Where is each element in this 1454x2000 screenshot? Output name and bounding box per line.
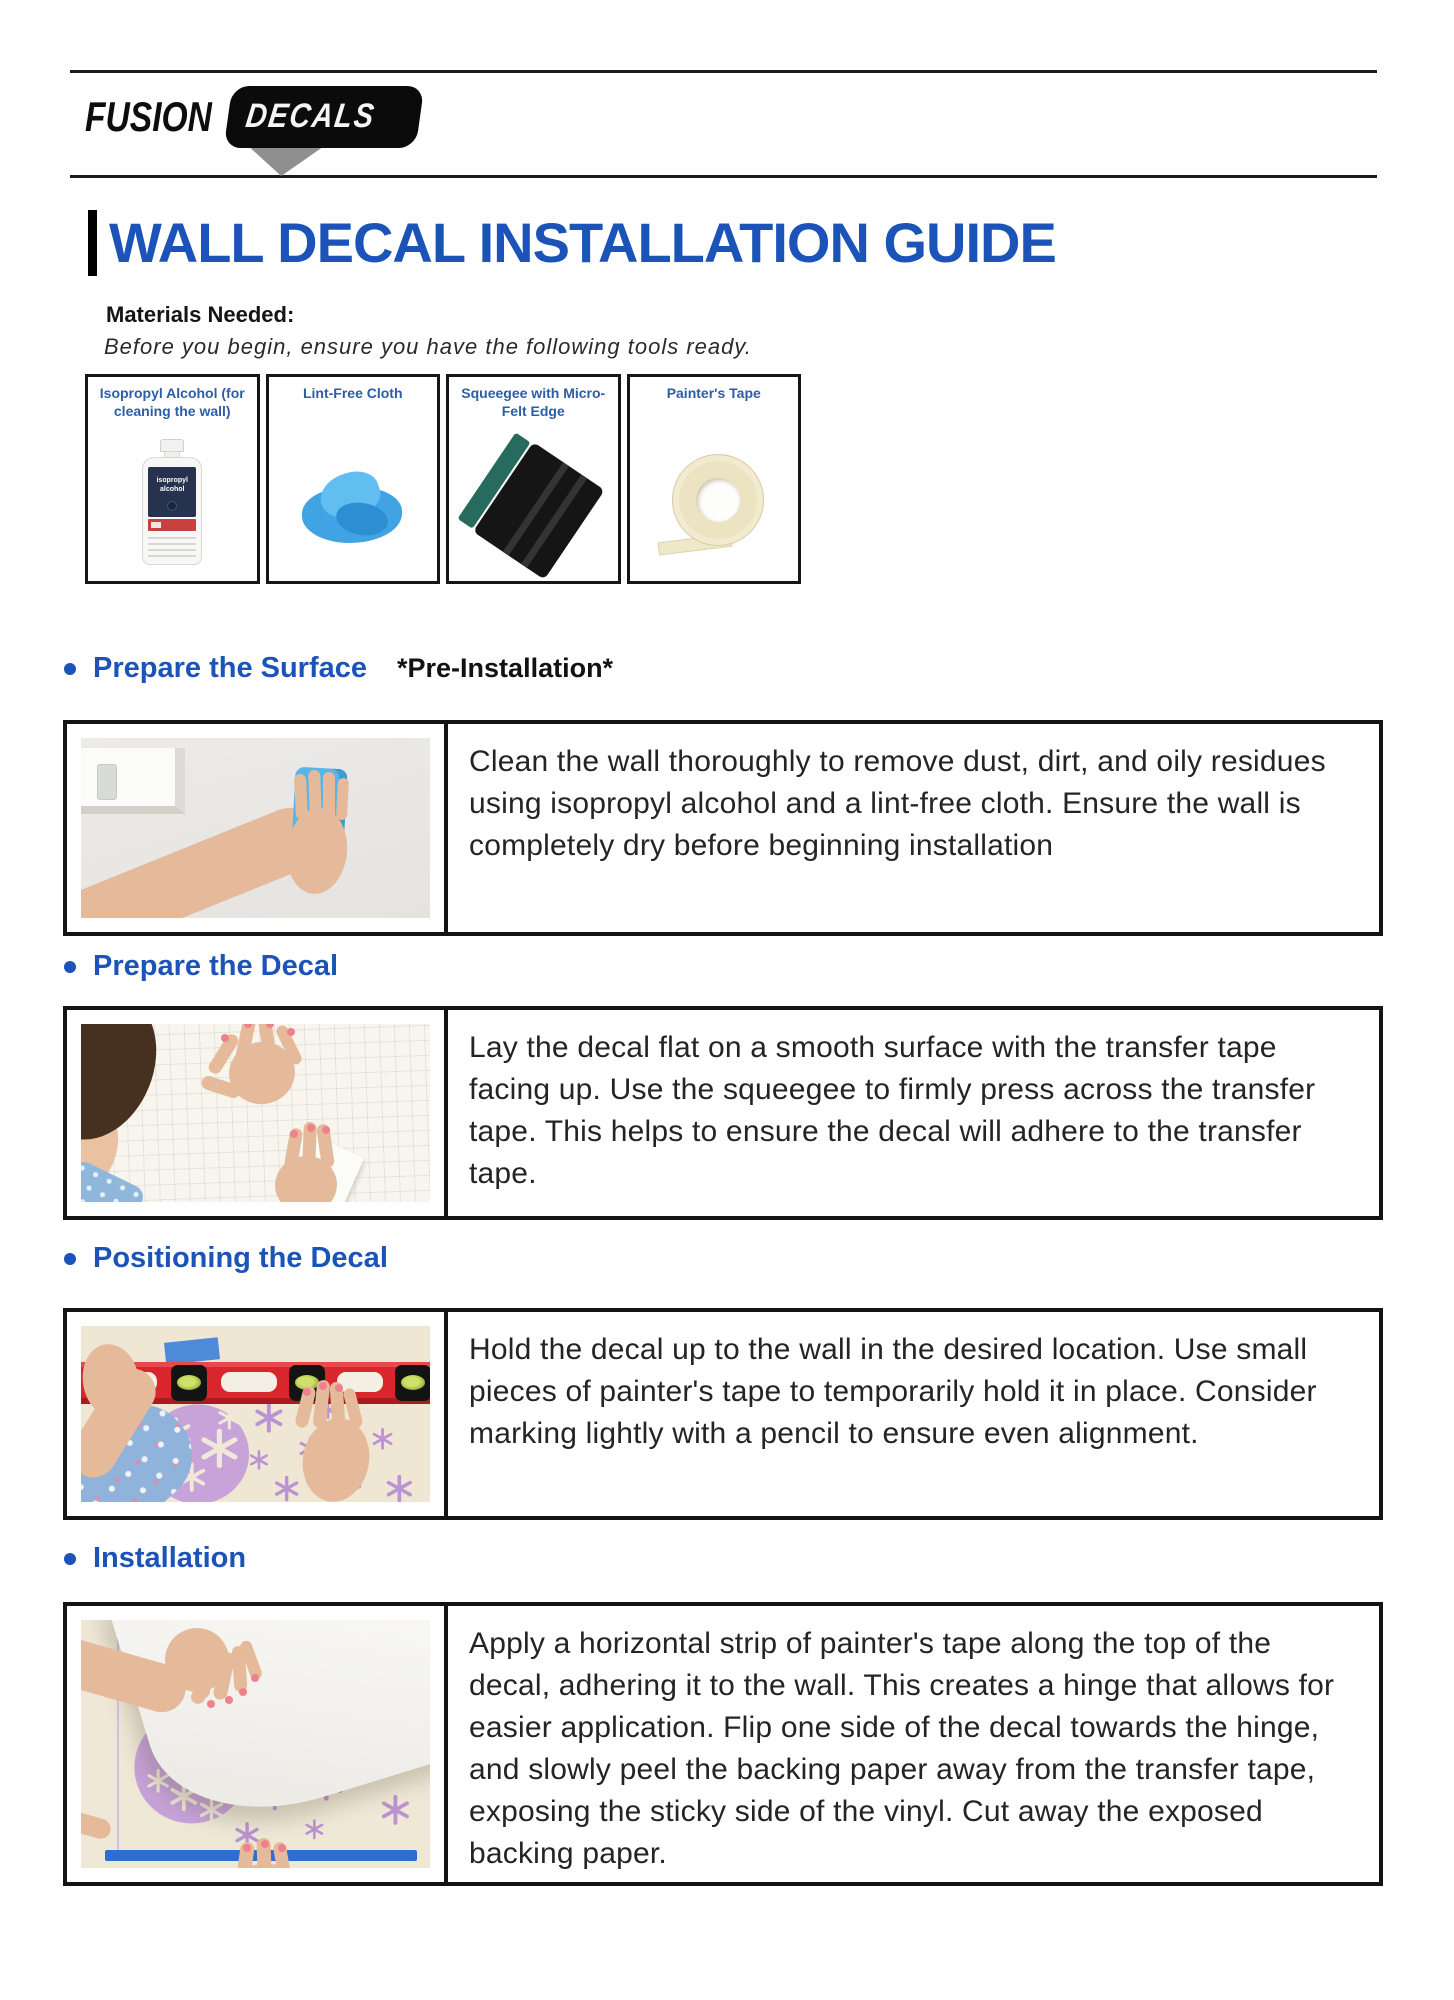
nail [261,1840,269,1848]
nail [225,1696,233,1704]
section-heading-prepare-surface [64,652,613,685]
squeegee-body [473,442,605,580]
tape-roll-shape [660,454,768,558]
material-label: Squeegee with Micro-Felt Edge [461,385,606,420]
squeegee-shape [458,432,609,581]
logo-text-decals: DECALS [243,97,378,135]
material-item-squeegee [446,374,621,584]
material-item-lint-free-cloth [266,374,441,584]
header-divider [70,175,1377,178]
material-label: Lint-Free Cloth [302,385,403,401]
material-label: Isopropyl Alcohol (for cleaning the wall) [99,385,245,420]
photo-level-alignment [81,1326,430,1502]
photo-cell [67,1312,448,1516]
alcohol-bottle-shape [139,439,205,567]
photo-cell [67,1010,448,1216]
photo-peeling-backing [81,1620,430,1868]
material-item-painters-tape [627,374,802,584]
section-title: Prepare the Surface [93,652,368,684]
logo-badge [226,88,422,146]
level-slot [221,1372,277,1392]
section-heading-prepare-decal [64,950,338,983]
section-body: Lay the decal flat on a smooth surface with the transfer tape facing up. Use the squeegee to firmly press across the transfer tape. This helps to ensure the decal will adhere to the transfer tape. [469,1031,1316,1190]
isopropyl-alcohol-image [88,437,257,581]
materials-subheading: Before you begin, ensure you have the following tools ready. [104,334,752,359]
finger [107,1364,120,1402]
nail [251,1674,259,1682]
nail [278,1844,286,1852]
bottle-warning-strip [148,519,196,531]
shelf-jar [97,764,117,800]
material-label: Painter's Tape [666,385,761,401]
level-slot [337,1372,383,1392]
bullet-icon [64,961,76,973]
material-item-isopropyl-alcohol [85,374,260,584]
nail [335,1384,343,1392]
section-title: Positioning the Decal [93,1242,388,1274]
title-accent-bar [88,210,97,276]
bottle-label-line1: isopropyl [156,477,188,484]
logo-text-fusion: FUSION [85,93,212,140]
nail [221,1034,229,1042]
section-title: Installation [93,1542,247,1574]
nail [322,1126,330,1134]
photo-decal-squeegee [81,1024,430,1202]
finger [122,1366,137,1403]
materials-heading: Materials Needed: [106,302,295,327]
section-body: Hold the decal up to the wall in the desired location. Use small pieces of painter's tape to temporarily hold it in place. Consider marking lightly with a pencil to ensure even alignment. [469,1333,1317,1450]
nail [243,1844,251,1852]
lint-free-cloth-image [269,437,438,581]
cloth-shape [298,469,408,549]
section-box-prepare-surface [63,720,1383,936]
section-body: Apply a horizontal strip of painter's tape along the top of the decal, adhering it to the wall. This creates a hinge that allows for easier application. Flip one side of the decal towards the hinge, and slowly peel the backing paper away from the transfer tape, exposing the sticky side of the vinyl. Cut away the exposed backing paper. [469,1627,1335,1870]
section-heading-positioning-decal [64,1242,388,1275]
section-box-positioning-decal [63,1308,1383,1520]
finger [336,778,349,821]
nail [239,1688,247,1696]
nail [290,1130,298,1138]
painters-tape-image [630,437,799,581]
logo-badge-wrap [230,88,418,146]
section-box-prepare-decal [63,1006,1383,1220]
section-body: Clean the wall thoroughly to remove dust, dirt, and oily residues using isopropyl alcohol and a lint-free cloth. Ensure the wall is completely dry before beginning installation [469,745,1326,862]
nail [303,1388,311,1396]
bullet-icon [64,1253,76,1265]
page-title-row [88,210,1056,276]
section-heading-installation [64,1542,246,1575]
level-vial [171,1365,207,1401]
top-divider [70,70,1377,73]
photo-cell [67,1606,448,1882]
section-title: Prepare the Decal [93,950,339,982]
pre-installation-note: *Pre-Installation* [397,653,614,683]
bullet-icon [64,663,76,675]
photo-wall-cleaning [81,738,430,918]
nail [207,1700,215,1708]
tape-hole [696,478,740,522]
bullet-icon [64,1553,76,1565]
nail [319,1382,327,1390]
bottle-label-line2: alcohol [159,486,185,493]
bottle-fineprint [148,535,196,557]
finger [90,1368,105,1405]
nail [287,1028,295,1036]
fusion-decals-logo [85,88,417,146]
photo-cell [67,724,448,932]
bottle-label [148,467,196,517]
bottle-label-badge [167,501,177,511]
nail [307,1124,315,1132]
level-vial [395,1365,430,1401]
section-box-installation [63,1602,1383,1886]
squeegee-image [449,437,618,581]
materials-table [85,374,801,584]
page-title: WALL DECAL INSTALLATION GUIDE [109,211,1056,274]
